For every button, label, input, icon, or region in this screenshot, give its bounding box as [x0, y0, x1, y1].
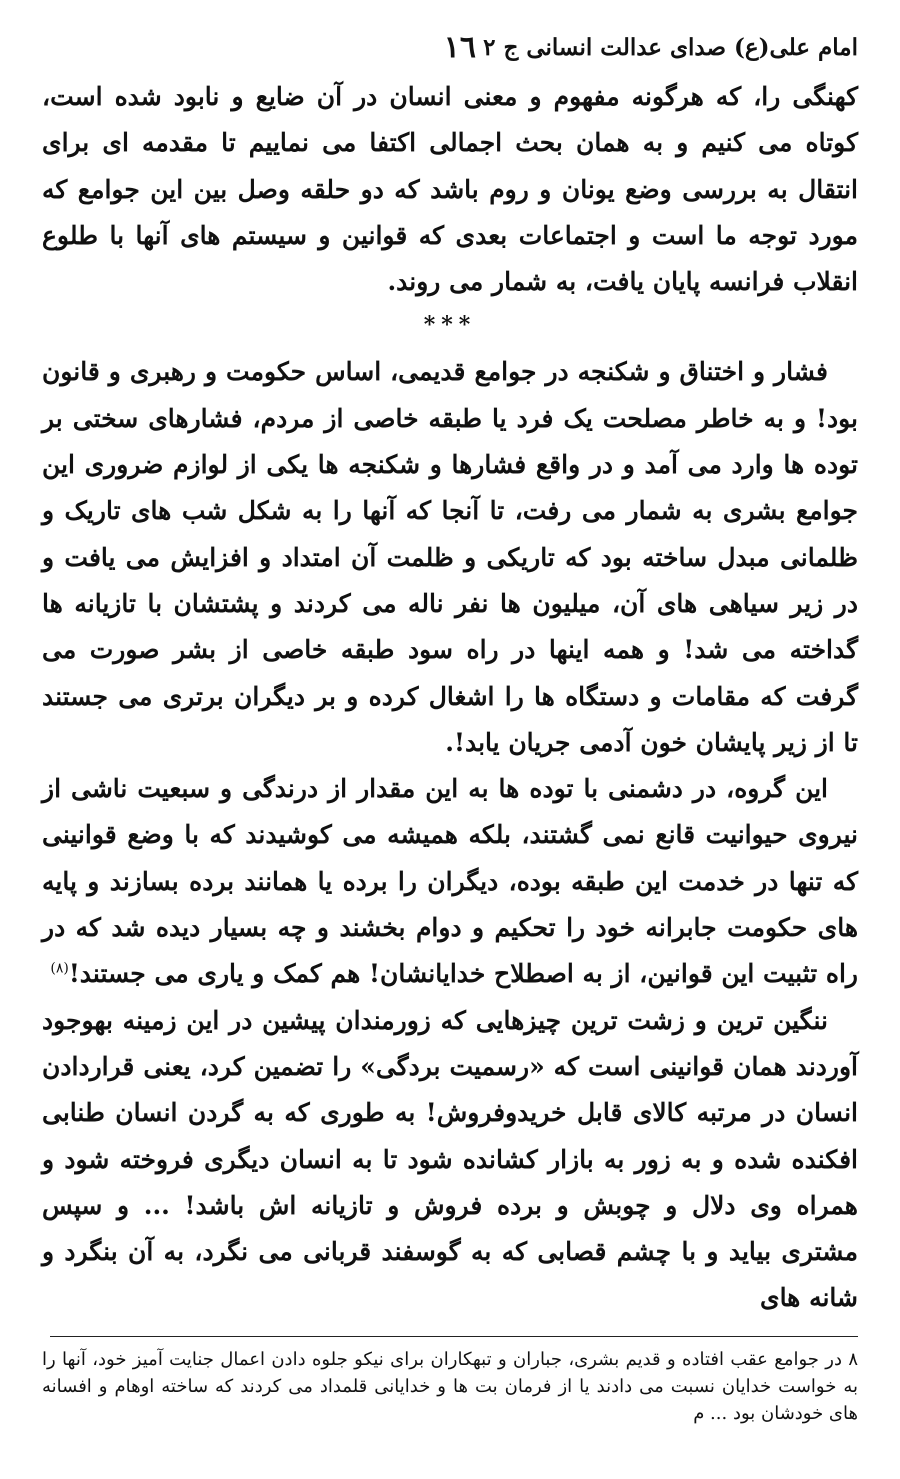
footnote: ٨ در جوامع عقب افتاده و قدیم بشری، جباران و تبهکاران برای نیکو جلوه دادن اعمال جنایت آمیز خود، آنها را به خواست خدایان نسبت می دادند یا از فرمان بت ها و خدایانی قلمداد می کردند که ساخته اوهام و افسانه های خودشان بود ... م	[42, 1349, 858, 1424]
paragraph-ruling-class	[42, 766, 858, 997]
page-header	[42, 30, 858, 70]
page-number: ١٦	[443, 30, 476, 65]
section-separator: ***	[423, 312, 477, 339]
paragraph-ruling-class-text: این گروه، در دشمنی با توده ها به این مقدار از درندگی و سبعیت ناشی از نیروی حیوانیت قانع نمی گشتند، بلکه همیشه می کوشیدند که با وضع قوانینی که تنها در خدمت این طبقه بوده، دیگران را برده یا همانند برده بسازند و پایه های حکومت جابرانه خود را تحکیم و دوام بخشند و چه بسیار دیده شد که در راه تثبیت این قوانین، از به اصطلاح خدایانشان! هم کمک و یاری می جستند!	[42, 774, 858, 989]
paragraph-slavery: ننگین ترین و زشت ترین چیزهایی که زورمندان پیشین در این زمینه بهوجود آوردند همان قوانینی است که «رسمیت بردگی» را تضمین کرد، یعنی قراردادن انسان در مرتبه کالای قابل خریدوفروش! به طوری که به گردن انسان طنابی افکنده شده و به زور به بازار کشانده شود تا به انسان دیگری فروخته شود و همراه وی دلال و چوبش و برده فروش و تازیانه اش باشد! ... و سپس مشتری بیاید و با چشم قصابی که به گوسفند قربانی می نگرد، به آن بنگرد و شانه های	[42, 1005, 858, 1313]
footnote-divider	[50, 1336, 858, 1337]
body-text	[42, 74, 858, 1322]
paragraph-oppression: فشار و اختناق و شکنجه در جوامع قدیمی، اساس حکومت و رهبری و قانون بود! و به خاطر مصلحت یک فرد یا طبقه خاصی از مردم، فشارهای سختی بر توده ها وارد می آمد و در واقع فشارها و شکنجه ها یکی از لوازم ضروری این جوامع بشری به شمار می رفت، تا آنجا که آنها را به شکل شب های تاریک و ظلمانی مبدل ساخته بود که تاریکی و ظلمت آن امتداد و افزایش می یافت و در زیر سیاهی های آن، میلیون ها نفر ناله می کردند و پشتشان با تازیانه ها گداخته می شد! و همه اینها در راه سود طبقه خاصی از بشر صورت می گرفت که مقامات و دستگاه ها را اشغال کرده و بر دیگران برتری می جستند تا از زیر پایشان خون آدمی جریان یابد!.	[42, 357, 858, 757]
footnote-reference[interactable]: (٨)	[50, 961, 69, 978]
paragraph-continuation: کهنگی را، که هرگونه مفهوم و معنی انسان در آن ضایع و نابود شده است، کوتاه می کنیم و به همان بحث اجمالی اکتفا می نماییم تا مقدمه ای برای انتقال به بررسی وضع یونان و روم باشد که دو حلقه وصل بین این جوامع که مورد توجه ما است و اجتماعات بعدی که قوانین و سیستم های آنها با طلوع انقلاب فرانسه پایان یافت، به شمار می روند.	[42, 82, 858, 297]
running-title: امام علی(ع) صدای عدالت انسانی ج ۲	[483, 34, 858, 61]
